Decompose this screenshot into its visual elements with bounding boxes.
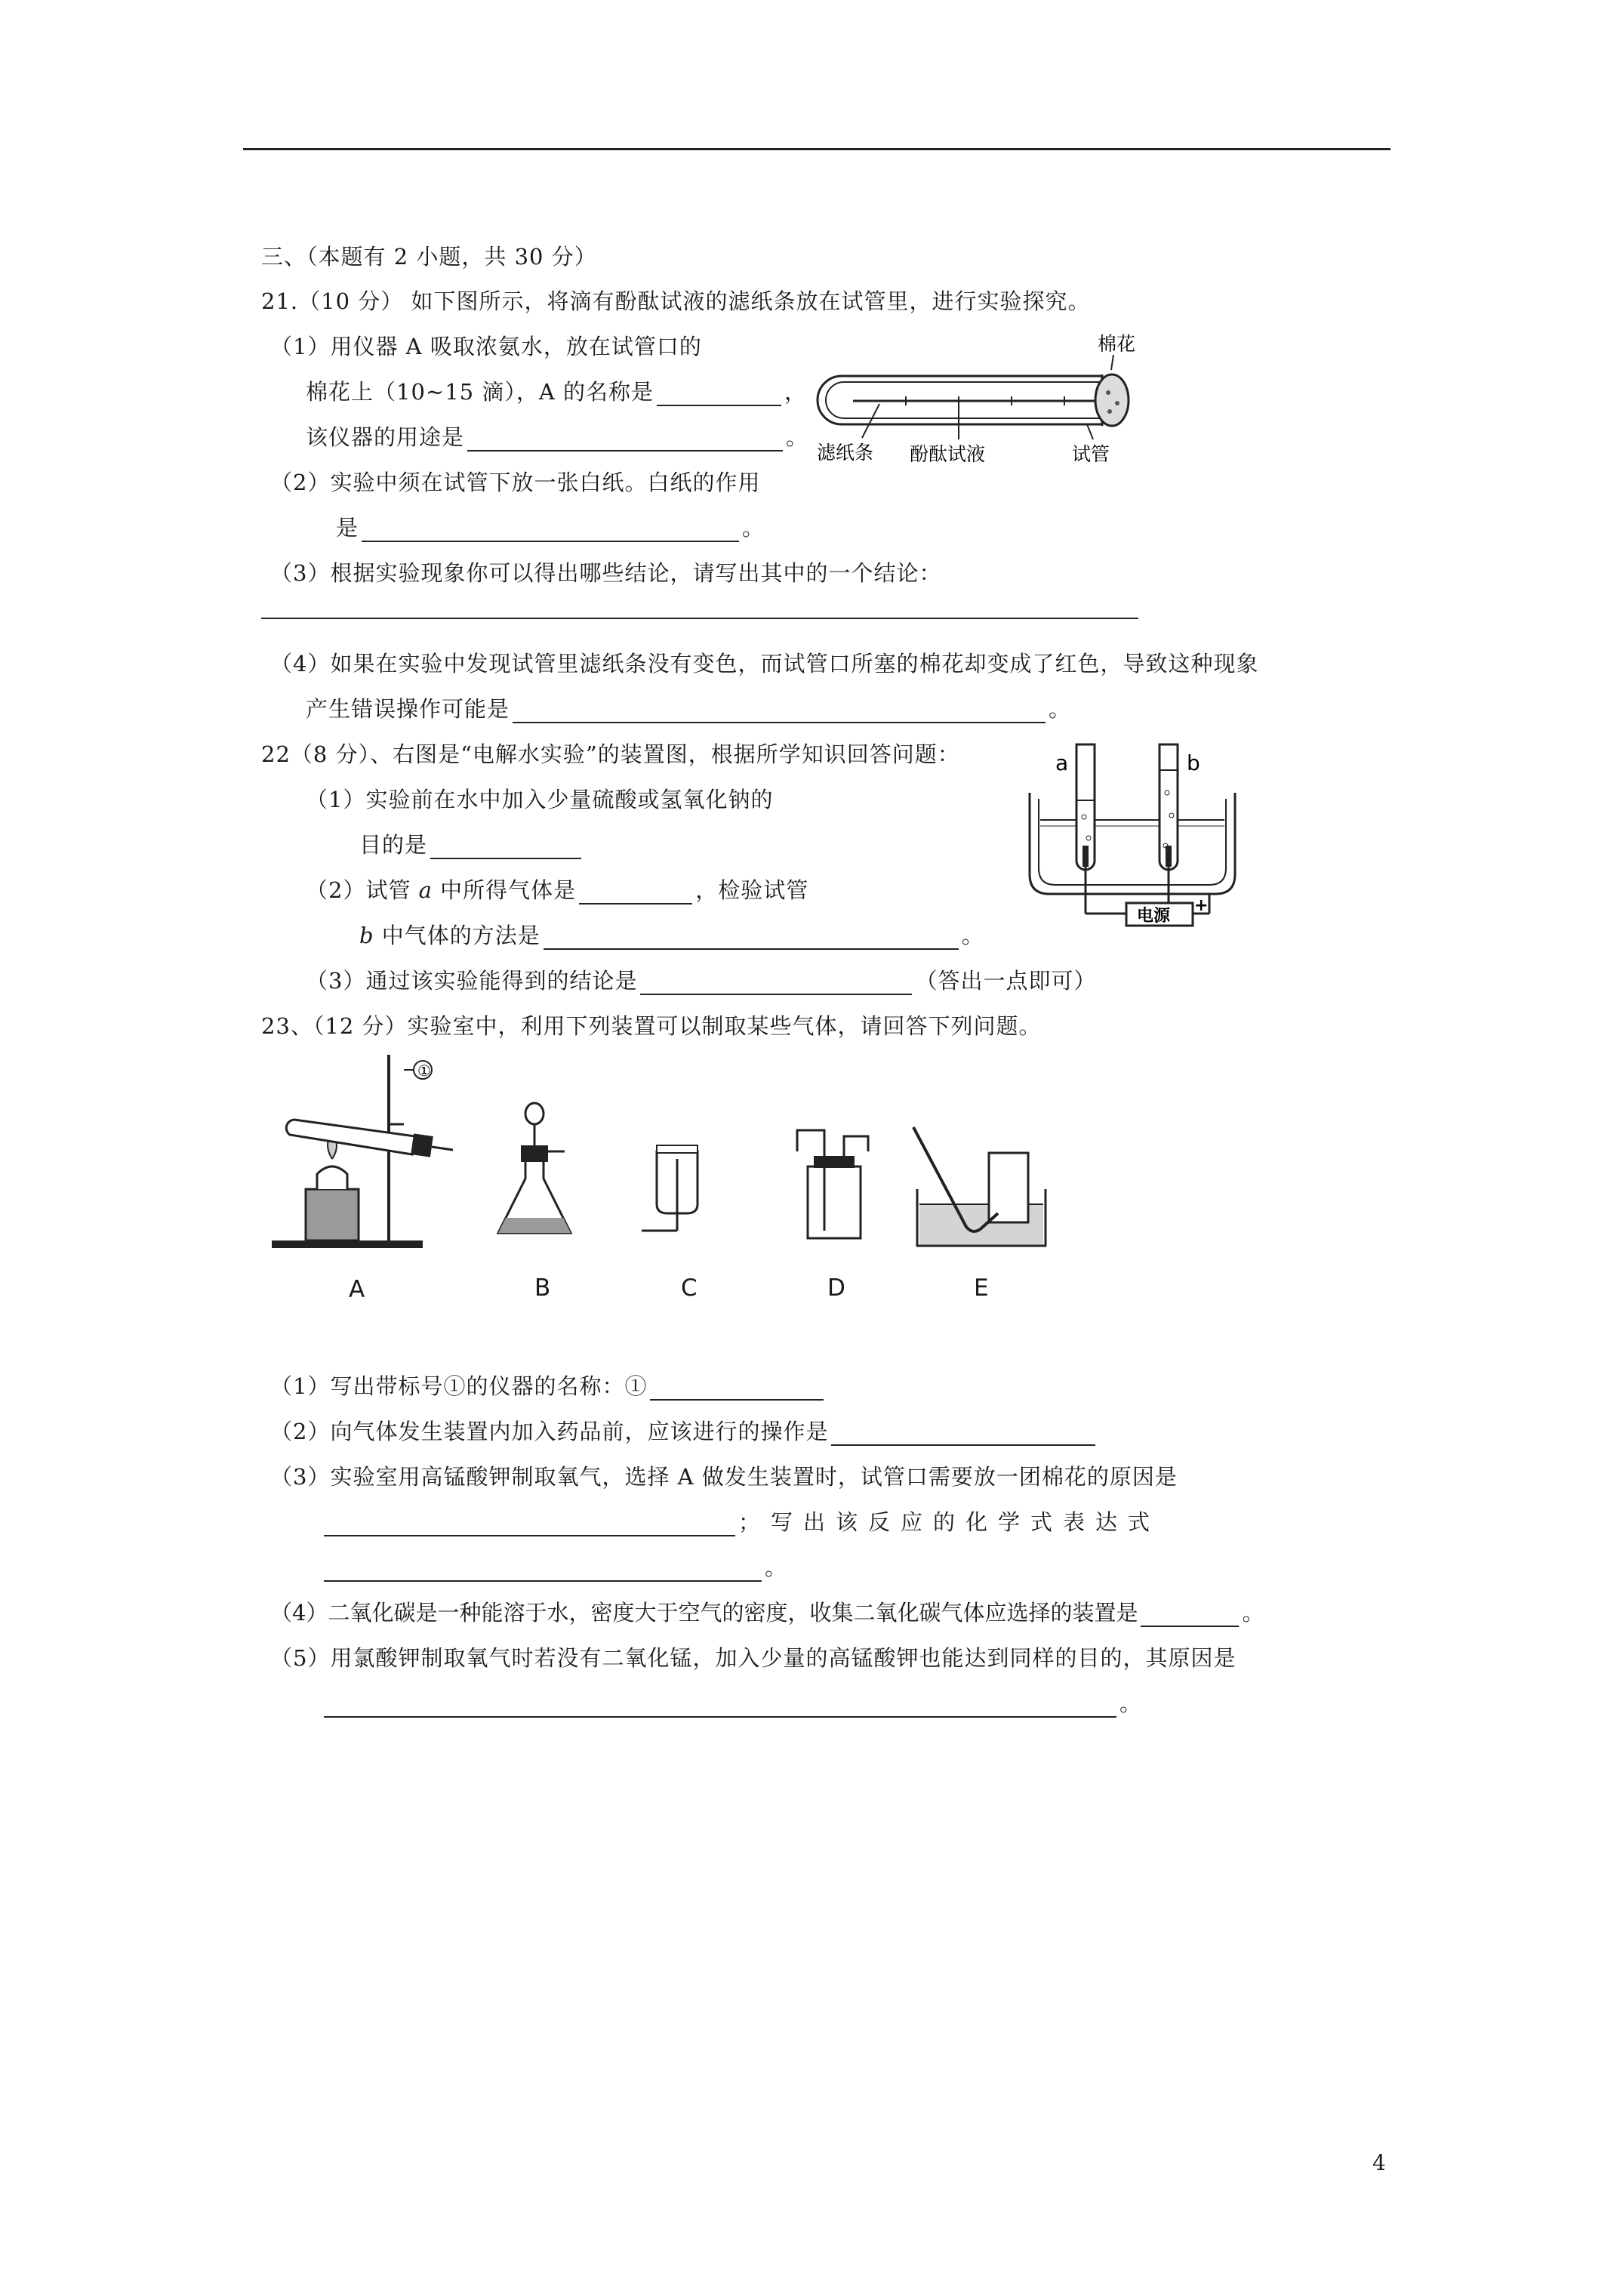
q21-stem: 21.（10 分） 如下图所示，将滴有酚酞试液的滤纸条放在试管里，进行实验探究。 (261, 288, 1091, 314)
apparatus-e (913, 1127, 1046, 1246)
q22-p2-line1: （2）试管 a 中所得气体是 ，检验试管 (306, 877, 809, 903)
answer-blank[interactable] (324, 1514, 735, 1536)
q23-p3-line1: （3）实验室用高锰酸钾制取氧气，选择 A 做发生装置时，试管口需要放一团棉花的原因是 (270, 1464, 1178, 1490)
label-cotton: 棉花 (1098, 333, 1136, 355)
q21-p3: （3）根据实验现象你可以得出哪些结论，请写出其中的一个结论： (270, 560, 942, 586)
apparatus-label-c: C (681, 1274, 698, 1302)
q23-p3-line3: 。 (321, 1551, 787, 1582)
apparatus-label-d: D (827, 1274, 845, 1302)
q21-p4-line2: 产生错误操作可能是 。 (306, 696, 1072, 722)
q21-p1-line3: 该仪器的用途是 。 (306, 424, 809, 450)
q22-p1-line2: 目的是 (359, 828, 584, 859)
tube-a-label: a (1055, 750, 1069, 775)
section-heading: 三、（本题有 2 小题，共 30 分） (261, 244, 597, 270)
q21-p4-line1: （4）如果在实验中发现试管里滤纸条没有变色，而试管口所塞的棉花却变成了红色，导致这种现象 (270, 651, 1259, 676)
apparatus-label-e: E (974, 1274, 989, 1302)
answer-blank[interactable] (657, 384, 781, 406)
circle-1-label: ① (417, 1062, 431, 1080)
answer-blank[interactable] (324, 1695, 1116, 1718)
q21-p1-line2: 棉花上（10~15 滴），A 的名称是 ， (306, 379, 807, 405)
answer-blank[interactable] (579, 882, 692, 905)
page-number: 4 (1372, 2150, 1386, 2175)
q23-p5-line2: 。 (321, 1687, 1142, 1718)
answer-blank[interactable] (544, 927, 959, 950)
answer-line[interactable] (261, 618, 1138, 619)
tube-b-label: b (1187, 750, 1200, 775)
apparatus-label-a: A (349, 1276, 365, 1303)
answer-blank[interactable] (1141, 1604, 1239, 1627)
q21-p1-line1: （1）用仪器 A 吸取浓氨水，放在试管口的 (270, 334, 702, 359)
header-rule (243, 148, 1390, 150)
answer-blank[interactable] (831, 1423, 1095, 1446)
label-phenolphthalein: 酚酞试液 (910, 443, 986, 465)
q21-p2-line2: 是 。 (336, 515, 765, 541)
label-test-tube: 试管 (1072, 443, 1110, 465)
apparatus-c (642, 1145, 698, 1231)
power-supply-label: 电源 (1137, 907, 1171, 926)
answer-blank[interactable] (650, 1378, 824, 1401)
answer-blank[interactable] (362, 519, 739, 542)
q22-p3: （3）通过该实验能得到的结论是 （答出一点即可） (306, 968, 1097, 994)
apparatus-d (797, 1130, 868, 1238)
q23-p3-line2: ；写出该反应的化学式表达式 (321, 1505, 1160, 1536)
apparatus-a (272, 1055, 453, 1248)
q21-p2-line1: （2）实验中须在试管下放一张白纸。白纸的作用 (270, 470, 761, 495)
q22-p1-line1: （1）实验前在水中加入少量硫酸或氢氧化钠的 (306, 787, 774, 812)
q23-p5-line1: （5）用氯酸钾制取氧气时若没有二氧化锰，加入少量的高锰酸钾也能达到同样的目的，其原因是 (270, 1645, 1236, 1671)
q23-stem: 23、（12 分）实验室中，利用下列装置可以制取某些气体，请回答下列问题。 (261, 1013, 1042, 1039)
label-filter-strip: 滤纸条 (817, 442, 874, 464)
apparatus-figure-row (264, 1046, 1095, 1257)
answer-blank[interactable] (513, 701, 1046, 723)
q23-p4: （4）二氧化碳是一种能溶于水，密度大于空气的密度，收集二氧化碳气体应选择的装置是 。 (270, 1600, 1264, 1626)
plus-sign: + (1194, 896, 1209, 915)
answer-blank[interactable] (430, 837, 581, 859)
answer-blank[interactable] (324, 1559, 762, 1582)
q23-p2: （2）向气体发生装置内加入药品前，应该进行的操作是 (270, 1415, 1098, 1446)
answer-blank[interactable] (467, 429, 783, 451)
electrolysis-figure (1012, 732, 1238, 944)
q22-p2-line2: b 中气体的方法是 。 (359, 923, 984, 948)
apparatus-b (498, 1103, 571, 1233)
q22-stem: 22（8 分）、右图是“电解水实验”的装置图，根据所学知识回答问题： (261, 741, 960, 767)
answer-blank[interactable] (640, 972, 912, 995)
apparatus-label-b: B (534, 1274, 551, 1302)
test-tube-figure (808, 325, 1163, 476)
q23-p1: （1）写出带标号①的仪器的名称：① (270, 1370, 827, 1401)
